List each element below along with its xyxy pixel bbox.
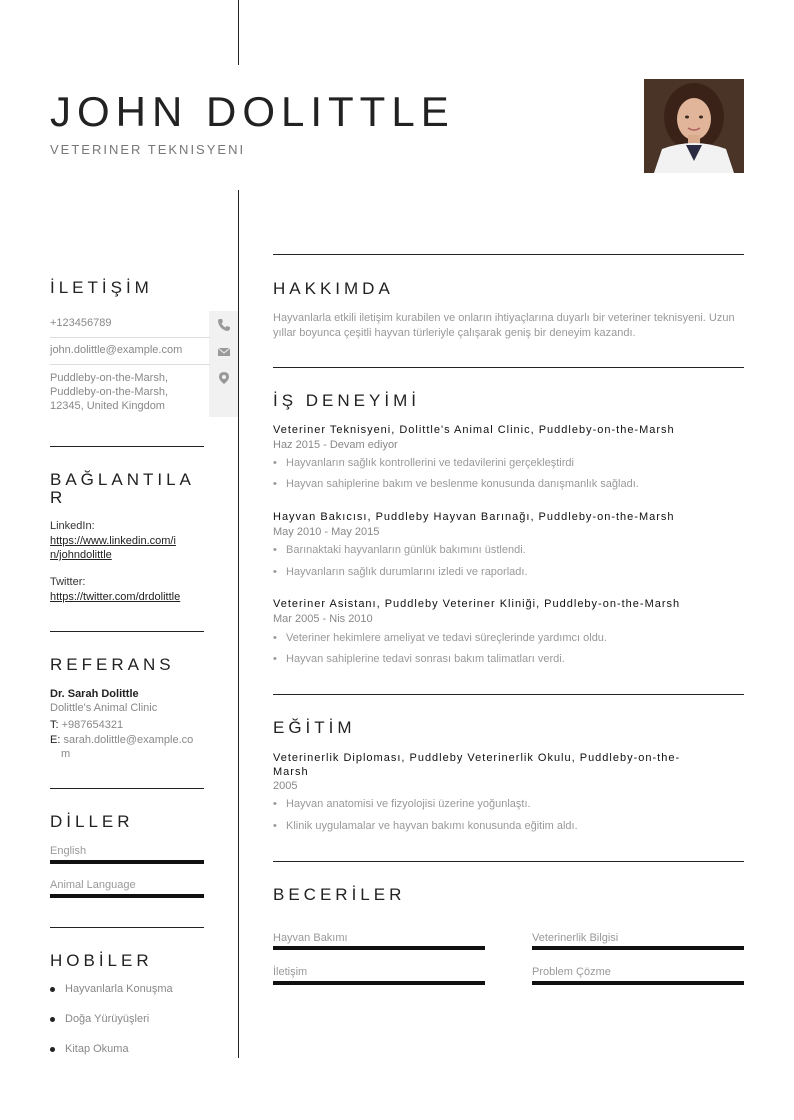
reference-email-label: E: bbox=[50, 734, 61, 746]
twitter-link[interactable]: https://twitter.com/drdolittle bbox=[50, 591, 181, 603]
languages-heading: DİLLER bbox=[50, 812, 134, 831]
contact-divider bbox=[50, 337, 210, 338]
profile-photo bbox=[644, 79, 744, 173]
contact-heading: İLETİŞİM bbox=[50, 278, 153, 297]
job-title-line: Veteriner Asistanı, Puddleby Veteriner Kliniği, Puddleby-on-the-Marsh bbox=[273, 598, 681, 610]
skill-name: Hayvan Bakımı bbox=[273, 932, 348, 944]
reference-org: Dolittle's Animal Clinic bbox=[50, 702, 158, 714]
skills-heading: BECERİLER bbox=[273, 885, 406, 904]
section-divider bbox=[50, 446, 204, 447]
job-dates: Mar 2005 - Nis 2010 bbox=[273, 613, 373, 625]
about-heading: HAKKIMDA bbox=[273, 279, 394, 298]
job-bullet-text: Hayvanların sağlık kontrollerini ve tedavilerini gerçekleştirdi bbox=[286, 457, 574, 469]
job-dates: May 2010 - May 2015 bbox=[273, 526, 380, 538]
reference-phone-row bbox=[50, 719, 204, 731]
job-bullet bbox=[273, 457, 744, 469]
reference-phone-label: T: bbox=[50, 719, 59, 731]
education-bullet-text: Klinik uygulamalar ve hayvan bakımı konusunda eğitim aldı. bbox=[286, 820, 578, 832]
hobbies-heading: HOBİLER bbox=[50, 951, 153, 970]
reference-phone: +987654321 bbox=[61, 719, 124, 731]
skill-level-bar bbox=[273, 946, 485, 950]
education-heading: EĞİTİM bbox=[273, 718, 356, 737]
bullet-icon: • bbox=[273, 478, 277, 490]
bullet-icon: • bbox=[273, 653, 277, 665]
language-level-bar bbox=[50, 894, 204, 898]
linkedin-link[interactable] bbox=[50, 534, 204, 562]
education-year: 2005 bbox=[273, 780, 298, 792]
bullet-dot-icon bbox=[50, 1017, 55, 1022]
job-bullet-text: Hayvanların sağlık durumlarını izledi ve raporladı. bbox=[286, 566, 528, 578]
language-name: Animal Language bbox=[50, 879, 136, 891]
address-line: Puddleby-on-the-Marsh, bbox=[50, 386, 169, 398]
skill-name: İletişim bbox=[273, 966, 308, 978]
language-name: English bbox=[50, 845, 87, 857]
job-dates: Haz 2015 - Devam ediyor bbox=[273, 439, 398, 451]
linkedin-label: LinkedIn: bbox=[50, 520, 95, 532]
reference-email-cont: m bbox=[61, 748, 71, 760]
education-bullet-text: Hayvan anatomisi ve fizyolojisi üzerine yoğunlaştı. bbox=[286, 798, 531, 810]
education-title bbox=[273, 751, 744, 779]
education-title-line: Marsh bbox=[273, 766, 309, 778]
column-divider-line bbox=[238, 190, 239, 1058]
experience-heading: İŞ DENEYİMİ bbox=[273, 391, 420, 410]
section-divider bbox=[50, 788, 204, 789]
address-line: Puddleby-on-the-Marsh, bbox=[50, 372, 169, 384]
skill-name: Veterinerlik Bilgisi bbox=[532, 932, 619, 944]
job-bullet-text: Barınaktaki hayvanların günlük bakımını üstlendi. bbox=[286, 544, 526, 556]
section-divider bbox=[273, 254, 744, 255]
address-line: 12345, United Kingdom bbox=[50, 400, 165, 412]
portrait-image bbox=[644, 79, 744, 173]
phone-icon bbox=[217, 318, 231, 332]
job-bullet bbox=[273, 544, 744, 556]
bullet-icon: • bbox=[273, 544, 277, 556]
reference-email-row bbox=[50, 733, 204, 761]
about-text: Hayvanlarla etkili iletişim kurabilen ve onların ihtiyaçlarına duyarlı bir veteriner teknisyeni. Uzun yıllar boyunca çeşitli hayvan türleriyle çalışarak geniş bir deneyim kazandı. bbox=[273, 312, 735, 339]
job-bullet bbox=[273, 478, 744, 490]
twitter-label: Twitter: bbox=[50, 576, 86, 588]
linkedin-link-line[interactable]: https://www.linkedin.com/i bbox=[50, 535, 176, 547]
hobby-label: Kitap Okuma bbox=[65, 1043, 129, 1055]
language-level-bar bbox=[50, 860, 204, 864]
skill-level-bar bbox=[532, 981, 744, 985]
envelope-icon bbox=[217, 345, 231, 359]
reference-email: sarah.dolittle@example.co bbox=[63, 734, 194, 746]
bullet-dot-icon bbox=[50, 987, 55, 992]
job-title-line: Hayvan Bakıcısı, Puddleby Hayvan Barınağı, Puddleby-on-the-Marsh bbox=[273, 511, 675, 523]
job-title-line: Veteriner Teknisyeni, Dolittle's Animal Clinic, Puddleby-on-the-Marsh bbox=[273, 424, 675, 436]
job-bullet bbox=[273, 566, 744, 578]
education-title-line: Veterinerlik Diploması, Puddleby Veterinerlik Okulu, Puddleby-on-the- bbox=[273, 752, 681, 764]
contact-divider bbox=[50, 364, 210, 365]
hobby-label: Hayvanlarla Konuşma bbox=[65, 983, 173, 995]
hobby-item bbox=[50, 983, 173, 995]
candidate-name: JOHN DOLITTLE bbox=[50, 88, 455, 135]
job-bullet-text: Hayvan sahiplerine bakım ve beslenme konusunda danışmanlık sağladı. bbox=[286, 478, 639, 490]
bullet-icon: • bbox=[273, 632, 277, 644]
bullet-dot-icon bbox=[50, 1047, 55, 1052]
links-heading-line: BAĞLANTILA bbox=[50, 470, 195, 489]
skill-level-bar bbox=[532, 946, 744, 950]
skill-name: Problem Çözme bbox=[532, 966, 611, 978]
linkedin-link-line[interactable]: n/johndolittle bbox=[50, 549, 112, 561]
bullet-icon: • bbox=[273, 457, 277, 469]
map-pin-icon bbox=[217, 371, 231, 385]
education-bullet bbox=[273, 820, 744, 832]
contact-address bbox=[50, 371, 238, 413]
top-divider-line bbox=[238, 0, 239, 65]
education-bullet bbox=[273, 798, 744, 810]
contact-email: john.dolittle@example.com bbox=[50, 344, 183, 356]
bullet-icon: • bbox=[273, 566, 277, 578]
section-divider bbox=[273, 367, 744, 368]
section-divider bbox=[273, 694, 744, 695]
hobby-item bbox=[50, 1043, 129, 1055]
contact-phone: +123456789 bbox=[50, 317, 112, 329]
hobby-label: Doğa Yürüyüşleri bbox=[65, 1013, 150, 1025]
links-heading-line: R bbox=[50, 488, 67, 507]
section-divider bbox=[50, 631, 204, 632]
section-divider bbox=[273, 861, 744, 862]
bullet-icon: • bbox=[273, 820, 277, 832]
hobby-item bbox=[50, 1013, 149, 1025]
job-bullet bbox=[273, 632, 744, 644]
bullet-icon: • bbox=[273, 798, 277, 810]
skill-level-bar bbox=[273, 981, 485, 985]
job-title: VETERINER TEKNISYENI bbox=[50, 142, 246, 157]
section-divider bbox=[50, 927, 204, 928]
job-bullet-text: Veteriner hekimlere ameliyat ve tedavi süreçlerinde yardımcı oldu. bbox=[286, 632, 607, 644]
reference-name: Dr. Sarah Dolittle bbox=[50, 688, 139, 700]
job-bullet-text: Hayvan sahiplerine tedavi sonrası bakım talimatları verdi. bbox=[286, 653, 565, 665]
job-bullet bbox=[273, 653, 744, 665]
links-heading bbox=[50, 471, 204, 507]
reference-heading: REFERANS bbox=[50, 655, 175, 674]
